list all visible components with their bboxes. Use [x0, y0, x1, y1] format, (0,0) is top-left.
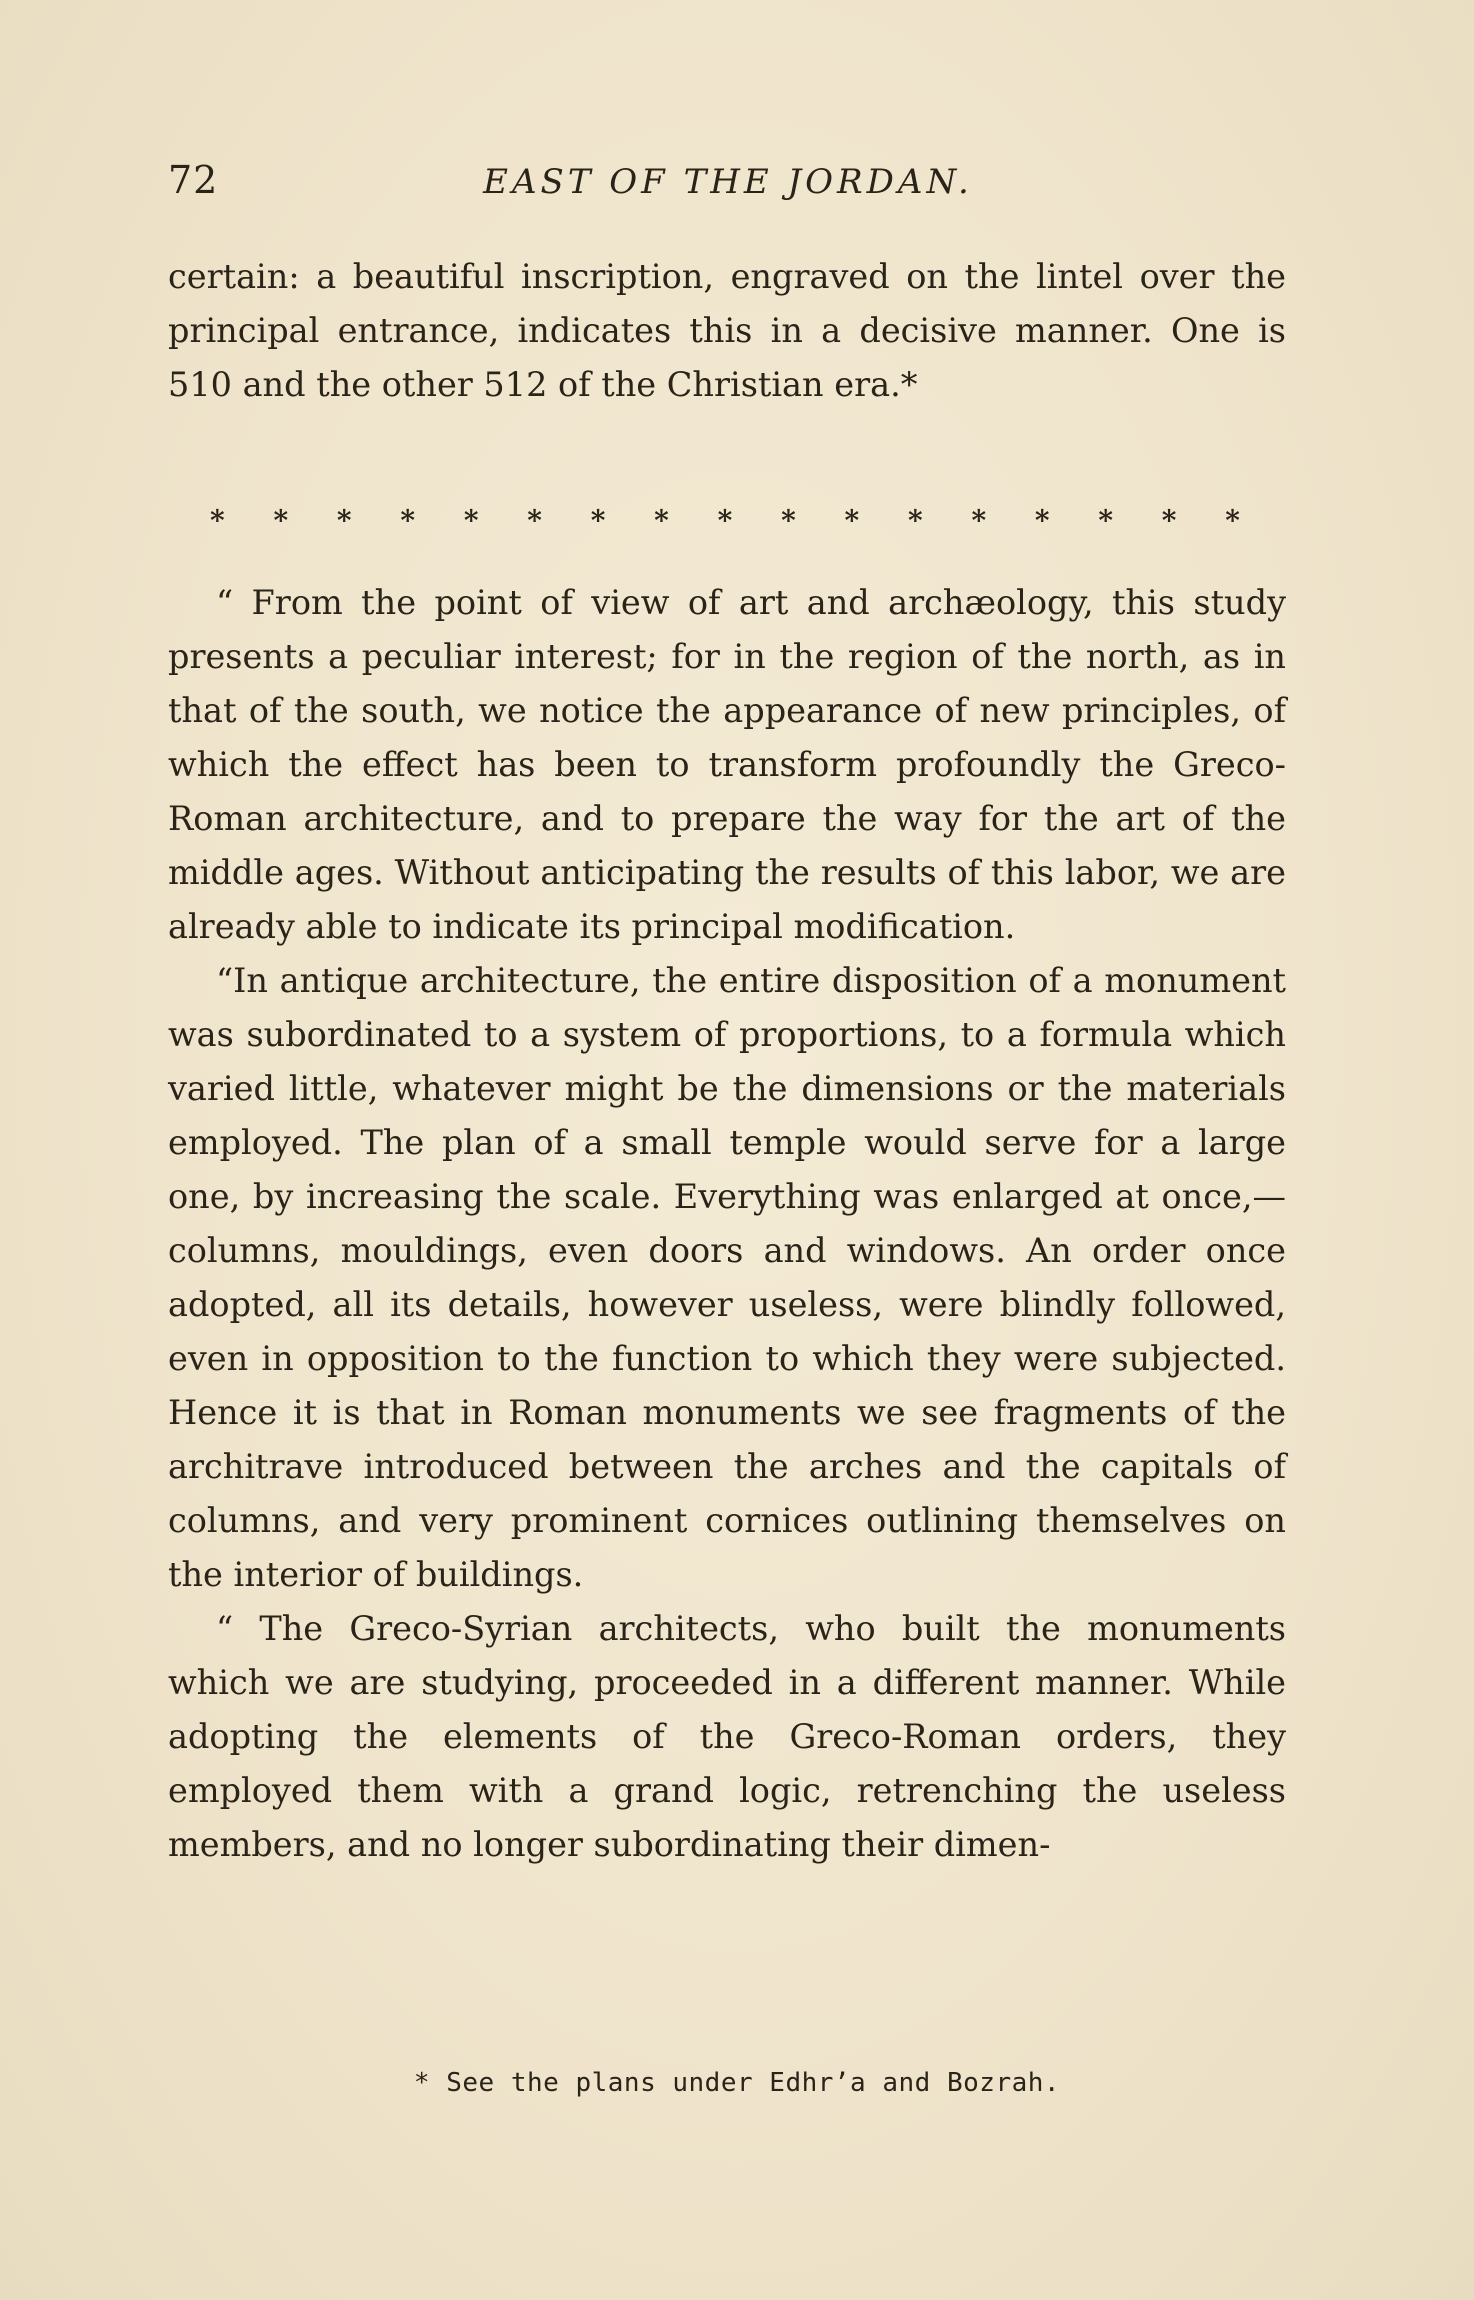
asterisk-mark: *	[463, 504, 479, 537]
asterisk-mark: *	[210, 504, 225, 537]
asterisk-mark: *	[654, 504, 669, 537]
running-title: EAST OF THE JORDAN.	[483, 162, 973, 202]
footnote: * See the plans under Edhr’a and Bozrah.	[413, 2068, 1061, 2098]
intro-paragraph-block	[168, 250, 1286, 412]
asterisk-mark: *	[971, 504, 987, 537]
page-header	[168, 158, 1288, 218]
asterisk-mark: *	[717, 504, 733, 537]
asterisk-mark: *	[1034, 504, 1050, 537]
intro-paragraph: certain: a beautiful inscription, engraved on the lintel over the principal entrance, indicates this in a decisive manner. One is 510 and the other 512 of the Christian era.*	[168, 257, 1286, 404]
asterisk-mark: *	[400, 504, 416, 537]
quote-paragraph-3: “ The Greco-Syrian architects, who built the monuments which we are studying, proceeded in a different manner. While adopting the elements of the Greco-Roman orders, they employed them with a grand logic, retrenching the useless members, and no longer subordinating their dimen-	[168, 1609, 1286, 1864]
asterisk-mark: *	[1098, 504, 1113, 537]
asterisk-mark: *	[336, 504, 352, 537]
asterisk-mark: *	[527, 504, 542, 537]
quote-paragraph-2: “In antique architecture, the entire disposition of a monument was subordinated to a system of proportions, to a formula which varied little, whatever might be the dimensions or the materials employed. The plan of a small temple would serve for a large one, by increasing the scale. Everything was enlarged at once,—columns, mouldings, even doors and windows. An order once adopted, all its details, however useless, were blindly followed, even in opposition to the function to which they were subjected. Hence it is that in Roman monuments we see fragments of the architrave introduced between the arches and the capitals of columns, and very prominent cornices outlining themselves on the interior of buildings.	[168, 961, 1286, 1594]
quote-paragraph-1: “ From the point of view of art and archæology, this study presents a peculiar interest; for in the region of the north, as in that of the south, we notice the appearance of new principles, of which the effect has been to transform profoundly the Greco-Roman architecture, and to prepare the way for the art of the middle ages. Without anticipating the results of this labor, we are already able to indicate its principal modification.	[168, 583, 1286, 946]
asterisk-mark: *	[1161, 504, 1177, 537]
asterisk-mark: *	[844, 504, 860, 537]
asterisk-section-break	[210, 504, 1240, 537]
quoted-text-block	[168, 576, 1286, 1872]
asterisk-mark: *	[590, 504, 606, 537]
asterisk-mark: *	[907, 504, 923, 537]
asterisk-mark: *	[781, 504, 796, 537]
asterisk-mark: *	[273, 504, 289, 537]
page-number: 72	[168, 158, 219, 202]
asterisk-mark: *	[1225, 504, 1240, 537]
